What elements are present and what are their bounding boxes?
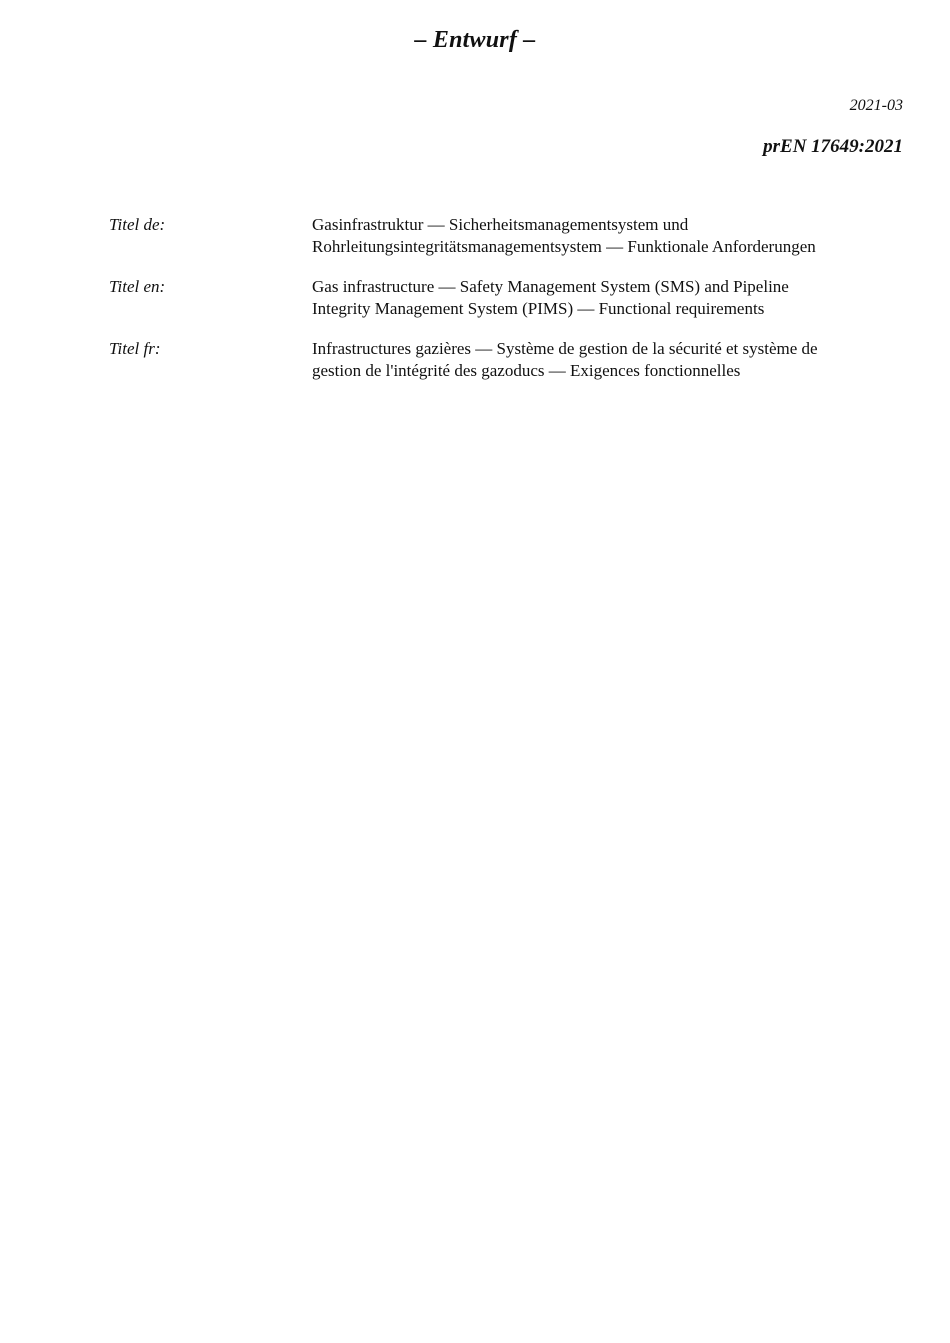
title-line: Integrity Management System (PIMS) — Functional requirements (312, 299, 765, 318)
title-row-en (109, 276, 909, 320)
title-label-fr: Titel fr: (109, 339, 161, 358)
title-label-de: Titel de: (109, 215, 166, 234)
title-label-en: Titel en: (109, 277, 166, 296)
draft-heading: – Entwurf – (414, 27, 536, 53)
title-row-de (109, 214, 909, 258)
title-line: Infrastructures gazières — Système de gestion de la sécurité et système de (312, 339, 818, 358)
title-line: Gas infrastructure — Safety Management System (SMS) and Pipeline (312, 277, 789, 296)
title-row-fr (109, 338, 909, 382)
title-text-fr (312, 338, 909, 382)
title-table (109, 214, 909, 400)
title-text-de (312, 214, 909, 258)
document-number: prEN 17649:2021 (763, 136, 903, 157)
title-line: Rohrleitungsintegritätsmanagementsystem — Funktionale Anforderungen (312, 237, 816, 256)
title-line: Gasinfrastruktur — Sicherheitsmanagementsystem und (312, 215, 689, 234)
title-text-en (312, 276, 909, 320)
title-line: gestion de l'intégrité des gazoducs — Exigences fonctionnelles (312, 361, 741, 380)
document-date: 2021-03 (849, 97, 903, 114)
